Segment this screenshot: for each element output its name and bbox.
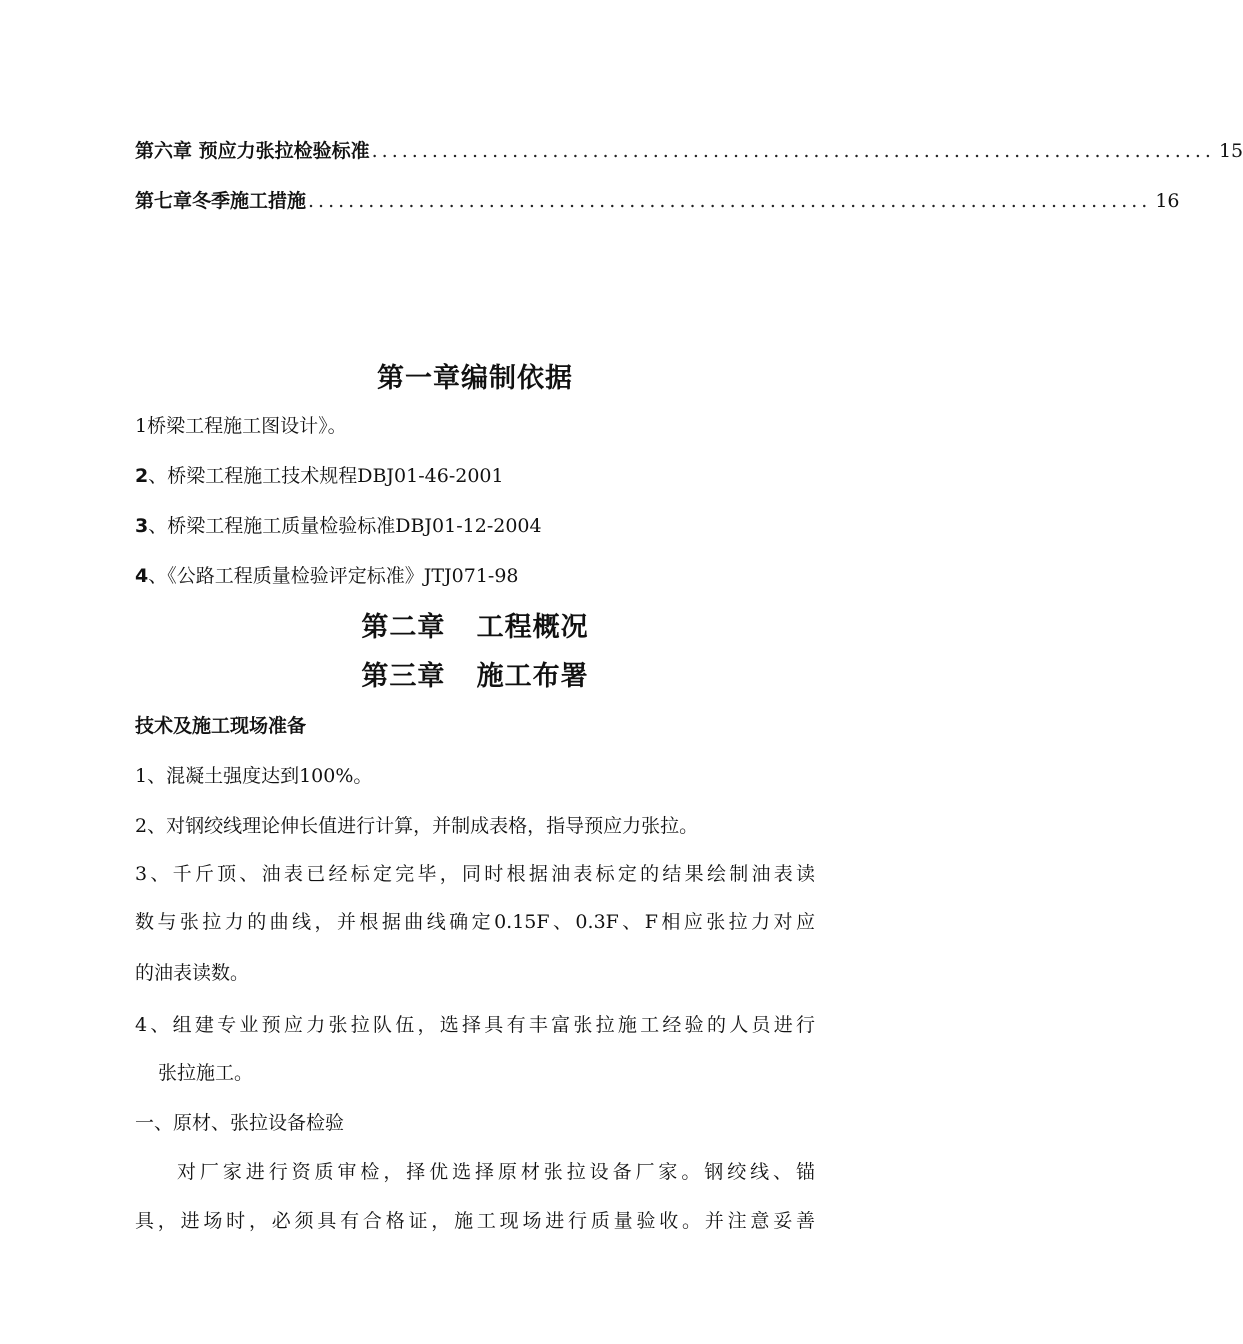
section-heading: 技术及施工现场准备 xyxy=(135,715,307,737)
basis-item-text: 、《公路工程质量检验评定标准》JTJ071-98 xyxy=(148,565,519,587)
paragraph-line: 具，进场时，必须具有合格证，施工现场进行质量验收。并注意妥善 xyxy=(135,1210,815,1232)
basis-item-text: 、桥梁工程施工技术规程DBJ01-46-2001 xyxy=(148,465,504,487)
toc-leader-dots: .................................................................................... xyxy=(371,140,1215,162)
paragraph-line: 的油表读数。 xyxy=(135,962,250,984)
chapter-title: 第二章 工程概况 xyxy=(361,612,589,643)
toc-entry[interactable] xyxy=(135,186,1180,216)
paragraph-line: 对厂家进行资质审检，择优选择原材张拉设备厂家。钢绞线、锚 xyxy=(177,1161,815,1183)
basis-item xyxy=(135,461,504,488)
chapter-title: 第一章编制依据 xyxy=(377,363,573,394)
paragraph-line: 数与张拉力的曲线，并根据曲线确定0.15F、0.3F、F相应张拉力对应 xyxy=(135,911,815,933)
basis-item-number: 1 xyxy=(135,415,148,437)
basis-item xyxy=(135,561,519,588)
paragraph-line: 4、组建专业预应力张拉队伍，选择具有丰富张拉施工经验的人员进行 xyxy=(135,1014,815,1036)
paragraph-line: 2、对钢绞线理论伸长值进行计算，并制成表格，指导预应力张拉。 xyxy=(135,815,699,837)
basis-item xyxy=(135,411,347,438)
toc-entry-page: 15 xyxy=(1218,140,1243,162)
basis-item-number: 2 xyxy=(135,465,149,487)
toc-entry-page: 16 xyxy=(1155,190,1180,212)
subsection-heading: 一、原材、张拉设备检验 xyxy=(135,1112,345,1134)
toc-entry-title: 第六章 预应力张拉检验标准 xyxy=(135,140,370,162)
basis-item-number: 4 xyxy=(135,565,149,587)
paragraph-line: 1、混凝土强度达到100%。 xyxy=(135,765,373,787)
paragraph-line: 3、千斤顶、油表已经标定完毕，同时根据油表标定的结果绘制油表读 xyxy=(135,863,815,885)
toc-entry-title: 第七章冬季施工措施 xyxy=(135,190,307,212)
basis-item-text: 、桥梁工程施工质量检验标准DBJ01-12-2004 xyxy=(148,515,542,537)
toc-entry[interactable] xyxy=(135,136,1243,166)
toc-leader-dots: .................................................................................... xyxy=(308,190,1152,212)
basis-item-number: 3 xyxy=(135,515,149,537)
basis-item xyxy=(135,511,542,538)
chapter-title: 第三章 施工布署 xyxy=(361,661,589,692)
basis-item-text: 桥梁工程施工图设计》。 xyxy=(147,415,347,437)
paragraph-line: 张拉施工。 xyxy=(158,1062,254,1084)
